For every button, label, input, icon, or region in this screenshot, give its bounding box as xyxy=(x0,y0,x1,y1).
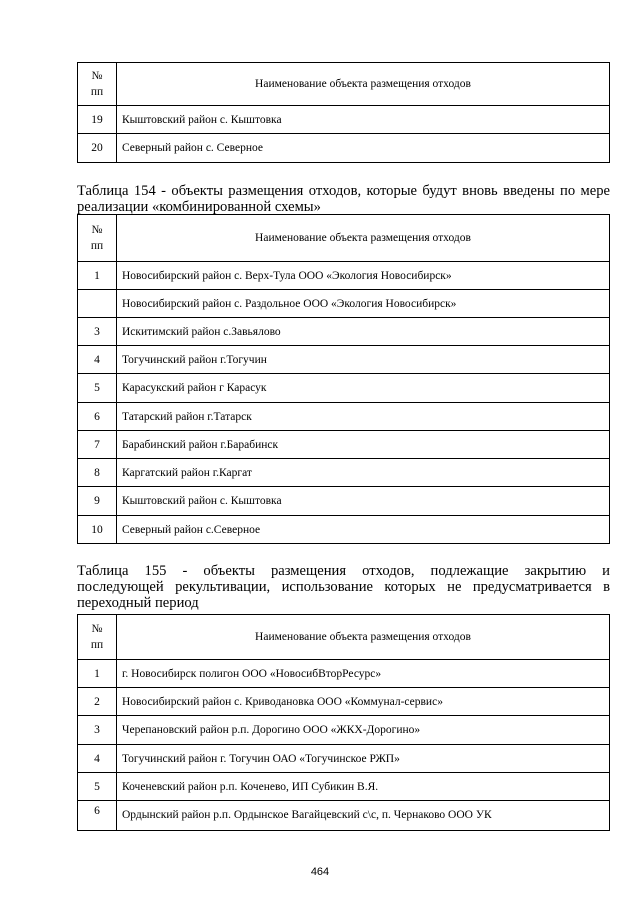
row-name: Новосибирский район с. Криводановка ООО «Коммунал-сервис» xyxy=(117,688,610,716)
table-row xyxy=(78,403,610,431)
table-154 xyxy=(77,214,610,544)
table-header-row xyxy=(78,63,610,106)
row-num: 3 xyxy=(78,318,117,346)
row-num: 1 xyxy=(78,262,117,290)
row-name: Тогучинский район г. Тогучин ОАО «Тогучинское РЖП» xyxy=(117,745,610,773)
table-row xyxy=(78,688,610,716)
table-row xyxy=(78,773,610,801)
row-name: Карасукский район г Карасук xyxy=(117,374,610,403)
row-num: 20 xyxy=(78,134,117,163)
row-name: Искитимский район с.Завьялово xyxy=(117,318,610,346)
table-154-caption: Таблица 154 - объекты размещения отходов, которые будут вновь введены по мере реализации «комбинированной схемы» xyxy=(77,183,610,215)
row-name: Северный район с.Северное xyxy=(117,516,610,544)
table-row xyxy=(78,516,610,544)
table-row xyxy=(78,318,610,346)
table-155-caption-line3: переходный период xyxy=(77,595,199,611)
table-row xyxy=(78,487,610,516)
row-num: 1 xyxy=(78,660,117,688)
row-num: 4 xyxy=(78,346,117,374)
row-name: Кыштовский район с. Кыштовка xyxy=(117,487,610,516)
table-header-row xyxy=(78,615,610,660)
header-name: Наименование объекта размещения отходов xyxy=(117,615,610,660)
row-name: Ордынский район р.п. Ордынское Вагайцевский с\с, п. Чернаково ООО УК xyxy=(117,801,610,831)
row-name: Коченевский район р.п. Коченево, ИП Субикин В.Я. xyxy=(117,773,610,801)
table-row xyxy=(78,431,610,459)
table-row xyxy=(78,134,610,163)
row-num: 6 xyxy=(78,403,117,431)
table-row xyxy=(78,745,610,773)
row-name: г. Новосибирск полигон ООО «НовосибВторРесурс» xyxy=(117,660,610,688)
row-num xyxy=(78,290,117,318)
row-num: 7 xyxy=(78,431,117,459)
row-name: Северный район с. Северное xyxy=(117,134,610,163)
table-row xyxy=(78,346,610,374)
table-row xyxy=(78,459,610,487)
row-num: 19 xyxy=(78,106,117,134)
row-name: Новосибирский район с. Верх-Тула ООО «Экология Новосибирск» xyxy=(117,262,610,290)
table-top xyxy=(77,62,610,163)
table-row xyxy=(78,374,610,403)
table-155-caption-line2: последующей рекультивации, использование которых не предусматривается в xyxy=(77,579,610,595)
row-num: 8 xyxy=(78,459,117,487)
header-name: Наименование объекта размещения отходов xyxy=(117,215,610,262)
row-num: 5 xyxy=(78,374,117,403)
table-row xyxy=(78,262,610,290)
header-name: Наименование объекта размещения отходов xyxy=(117,63,610,106)
row-num: 3 xyxy=(78,716,117,745)
header-num: № пп xyxy=(78,63,117,106)
row-name: Тогучинский район г.Тогучин xyxy=(117,346,610,374)
row-name: Новосибирский район с. Раздольное ООО «Экология Новосибирск» xyxy=(117,290,610,318)
table-155-caption-line1: Таблица 155 - объекты размещения отходов, подлежащие закрытию и xyxy=(77,563,610,579)
table-row xyxy=(78,106,610,134)
row-num: 9 xyxy=(78,487,117,516)
table-155 xyxy=(77,614,610,831)
row-num: 4 xyxy=(78,745,117,773)
table-row xyxy=(78,660,610,688)
row-num: 10 xyxy=(78,516,117,544)
row-num: 2 xyxy=(78,688,117,716)
table-row xyxy=(78,801,610,831)
row-num: 5 xyxy=(78,773,117,801)
table-row xyxy=(78,716,610,745)
row-name: Кыштовский район с. Кыштовка xyxy=(117,106,610,134)
header-num: № пп xyxy=(78,215,117,262)
row-num: 6 xyxy=(78,801,117,831)
header-num: № пп xyxy=(78,615,117,660)
row-name: Барабинский район г.Барабинск xyxy=(117,431,610,459)
row-name: Каргатский район г.Каргат xyxy=(117,459,610,487)
row-name: Черепановский район р.п. Дорогино ООО «ЖКХ-Дорогино» xyxy=(117,716,610,745)
table-row xyxy=(78,290,610,318)
page-number: 464 xyxy=(310,866,330,878)
row-name: Татарский район г.Татарск xyxy=(117,403,610,431)
table-header-row xyxy=(78,215,610,262)
